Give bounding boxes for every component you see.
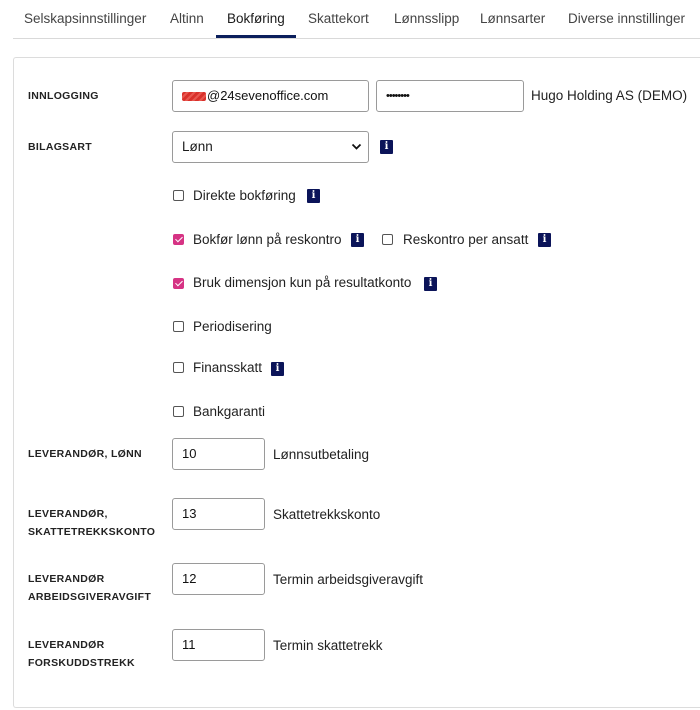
label-line: LEVERANDØR bbox=[28, 573, 105, 585]
email-value: @24sevenoffice.com bbox=[207, 88, 329, 103]
info-icon[interactable]: i bbox=[271, 362, 284, 376]
supplier-salary-label: LEVERANDØR, LØNN bbox=[28, 448, 142, 460]
tab-bokforing[interactable]: Bokføring bbox=[227, 11, 285, 26]
bank-guarantee-label: Bankgaranti bbox=[193, 404, 266, 419]
label-line: SKATTETREKKSKONTO bbox=[28, 526, 156, 538]
info-icon[interactable]: i bbox=[307, 189, 320, 203]
supplier-tax-account-input[interactable]: 13 bbox=[172, 498, 265, 530]
supplier-salary-desc: Lønnsutbetaling bbox=[273, 447, 370, 462]
active-tab-indicator bbox=[216, 35, 296, 38]
tab-diverse-innstillinger[interactable]: Diverse innstillinger bbox=[568, 11, 686, 26]
bank-guarantee-checkbox[interactable] bbox=[173, 406, 184, 417]
info-icon[interactable]: i bbox=[424, 277, 437, 291]
tab-altinn[interactable]: Altinn bbox=[170, 11, 204, 26]
supplier-employer-tax-desc: Termin arbeidsgiveravgift bbox=[273, 572, 424, 587]
info-icon[interactable]: i bbox=[351, 233, 364, 247]
accruals-label: Periodisering bbox=[193, 319, 272, 334]
ledger-per-employee-checkbox[interactable] bbox=[382, 234, 393, 245]
supplier-tax-account-desc: Skattetrekkskonto bbox=[273, 507, 381, 522]
company-name: Hugo Holding AS (DEMO) bbox=[531, 88, 688, 103]
password-input[interactable]: •••••••• bbox=[376, 80, 524, 112]
email-input[interactable] bbox=[172, 80, 369, 112]
tab-lonnsslipp[interactable]: Lønnsslipp bbox=[394, 11, 460, 26]
supplier-advance-tax-label bbox=[28, 636, 135, 672]
label-line: ARBEIDSGIVERAVGIFT bbox=[28, 591, 152, 603]
label-line: LEVERANDØR, bbox=[28, 508, 108, 520]
tab-lonnsarter[interactable]: Lønnsarter bbox=[480, 11, 546, 26]
voucher-type-value: Lønn bbox=[182, 139, 213, 154]
post-to-ledger-label: Bokfør lønn på reskontro bbox=[193, 232, 342, 247]
supplier-advance-tax-input[interactable]: 11 bbox=[172, 629, 265, 661]
tab-selskapsinnstillinger[interactable]: Selskapsinnstillinger bbox=[24, 11, 147, 26]
dimension-result-only-label: Bruk dimensjon kun på resultatkonto bbox=[193, 275, 412, 290]
accruals-checkbox[interactable] bbox=[173, 321, 184, 332]
finance-tax-label: Finansskatt bbox=[193, 360, 263, 375]
redacted-mark bbox=[182, 92, 206, 101]
supplier-employer-tax-label bbox=[28, 570, 151, 606]
voucher-type-label: BILAGSART bbox=[28, 141, 92, 153]
chevron-down-icon bbox=[351, 132, 362, 173]
tab-skattekort[interactable]: Skattekort bbox=[308, 11, 369, 26]
voucher-type-select[interactable] bbox=[172, 131, 369, 163]
supplier-advance-tax-desc: Termin skattetrekk bbox=[273, 638, 383, 653]
info-icon[interactable]: i bbox=[380, 140, 393, 154]
direct-posting-label: Direkte bokføring bbox=[193, 188, 296, 203]
tab-bar bbox=[13, 0, 700, 39]
login-label: INNLOGGING bbox=[28, 90, 99, 102]
label-line: LEVERANDØR bbox=[28, 639, 105, 651]
finance-tax-checkbox[interactable] bbox=[173, 362, 184, 373]
post-to-ledger-checkbox[interactable] bbox=[173, 234, 184, 245]
info-icon[interactable]: i bbox=[538, 233, 551, 247]
direct-posting-checkbox[interactable] bbox=[173, 190, 184, 201]
ledger-per-employee-label: Reskontro per ansatt bbox=[403, 232, 529, 247]
dimension-result-only-checkbox[interactable] bbox=[173, 278, 184, 289]
supplier-salary-input[interactable]: 10 bbox=[172, 438, 265, 470]
label-line: FORSKUDDSTREKK bbox=[28, 657, 135, 669]
supplier-employer-tax-input[interactable]: 12 bbox=[172, 563, 265, 595]
supplier-tax-account-label bbox=[28, 505, 155, 541]
